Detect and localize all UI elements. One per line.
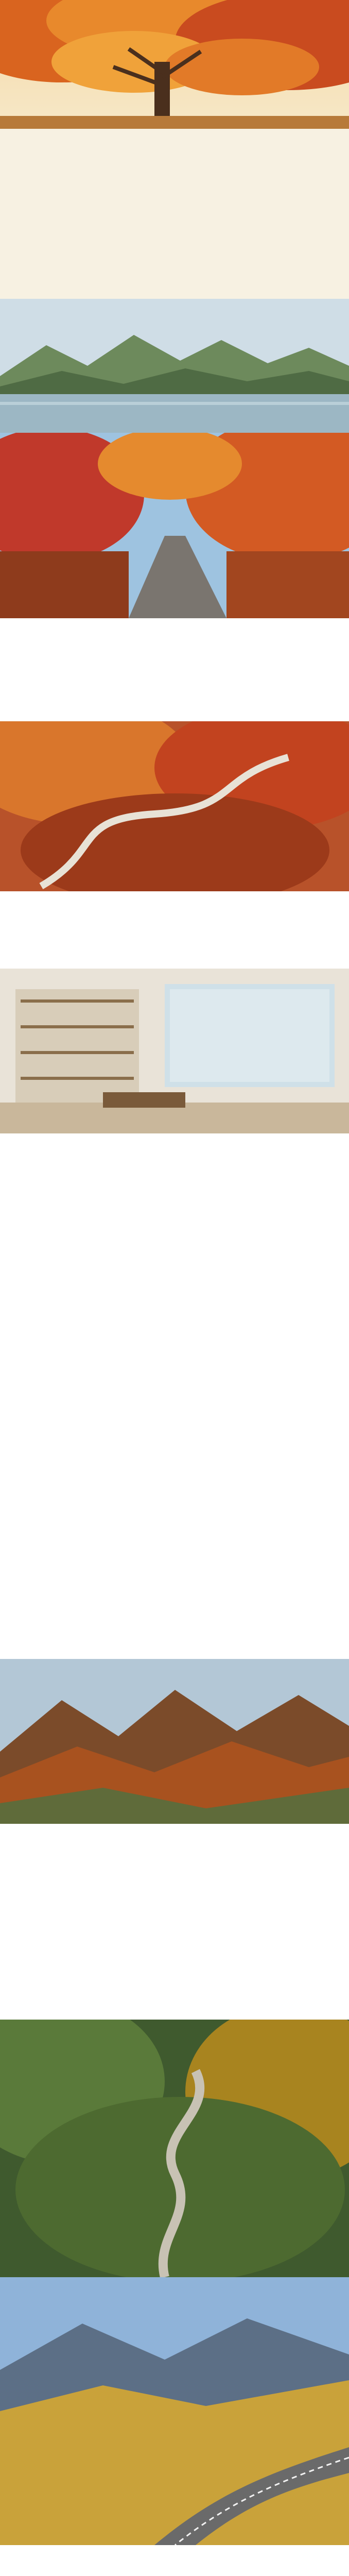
autumn-road-illustration xyxy=(0,433,349,618)
valley-illustration xyxy=(0,1659,349,1824)
autumn-road-photo xyxy=(0,433,349,618)
autumn-tree-illustration xyxy=(0,0,349,129)
slogan-block xyxy=(0,129,349,299)
autumn-tree-photo xyxy=(0,0,349,129)
awards-text xyxy=(0,1824,349,2020)
activity-info-text xyxy=(0,891,349,969)
bookstore-illustration xyxy=(0,969,349,1133)
winding-road-illustration xyxy=(0,721,349,891)
coastal-road-photo xyxy=(0,2277,349,2545)
organizers-text xyxy=(0,618,349,721)
forest-road-illustration xyxy=(0,2020,349,2277)
coastal-road-illustration xyxy=(0,2277,349,2545)
bookstore-photo xyxy=(0,969,349,1133)
lake-mountain-photo xyxy=(0,299,349,433)
contest-rules-text xyxy=(0,1133,349,1659)
lake-mountain-illustration xyxy=(0,299,349,433)
participants-text xyxy=(0,2545,349,2576)
valley-photo xyxy=(0,1659,349,1824)
winding-road-photo xyxy=(0,721,349,891)
forest-road-photo xyxy=(0,2020,349,2277)
